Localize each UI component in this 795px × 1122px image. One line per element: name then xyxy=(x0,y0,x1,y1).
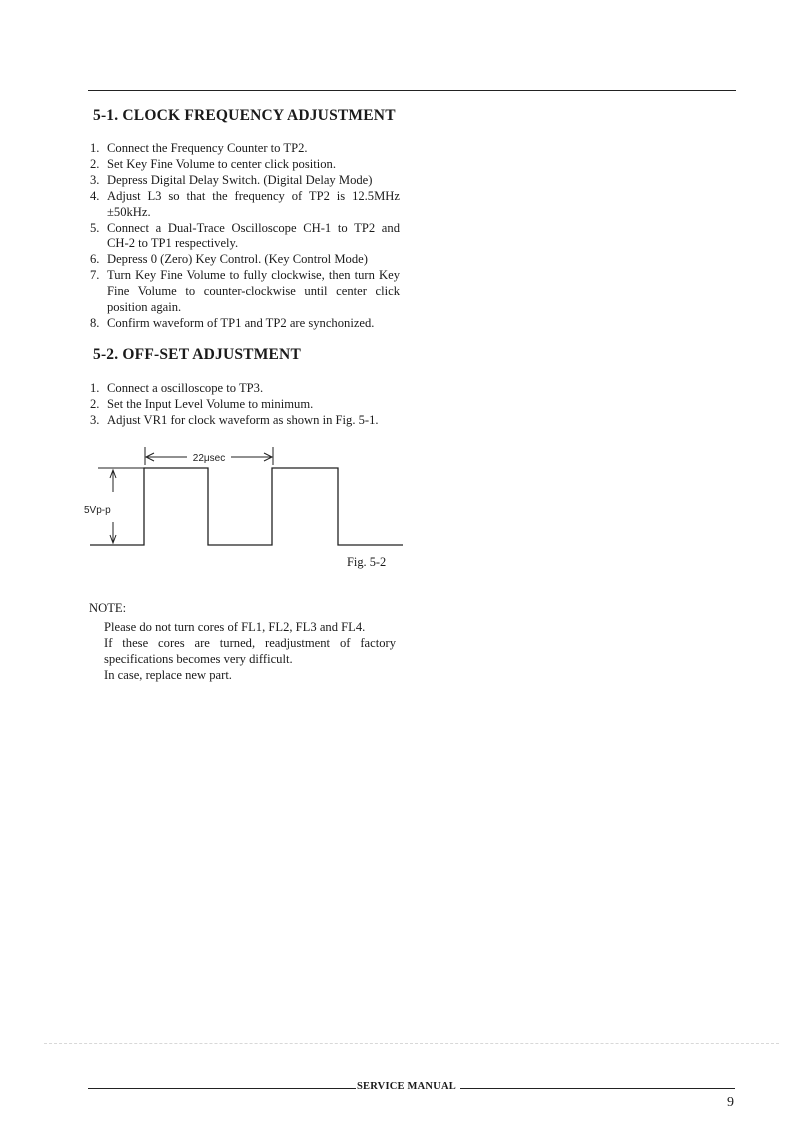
amplitude-label: 5Vp-p xyxy=(84,505,111,516)
note-line: In case, replace new part. xyxy=(104,667,232,682)
offset-adjustment-steps xyxy=(90,381,400,429)
list-item: 4. Adjust L3 so that the frequency of TP2 is 12.5MHz ±50kHz. xyxy=(90,188,400,219)
page-number: 9 xyxy=(727,1095,734,1110)
footer-label: SERVICE MANUAL xyxy=(357,1081,456,1092)
list-item: 5. Connect a Dual-Trace Oscilloscope CH-1 to TP2 and CH-2 to TP1 respectively. xyxy=(90,220,400,251)
scan-artifact-dashed-line xyxy=(44,1043,779,1044)
list-item: 2. Set the Input Level Volume to minimum. xyxy=(90,396,314,411)
note-line: If these cores are turned, readjustment of factory specifications becomes very difficult. xyxy=(104,635,396,666)
clock-waveform-figure xyxy=(80,440,410,555)
list-item: 3. Depress Digital Delay Switch. (Digital Delay Mode) xyxy=(90,172,373,187)
period-label: 22μsec xyxy=(192,453,226,464)
section-heading-offset: 5-2. OFF-SET ADJUSTMENT xyxy=(93,346,301,363)
footer-rule-left xyxy=(88,1088,356,1089)
note-line: Please do not turn cores of FL1, FL2, FL3 and FL4. xyxy=(104,620,366,634)
list-item: 1. Connect the Frequency Counter to TP2. xyxy=(90,141,308,155)
note-body xyxy=(104,620,396,684)
clock-adjustment-steps xyxy=(90,141,400,332)
top-rule xyxy=(88,90,736,91)
list-item: 2. Set Key Fine Volume to center click position. xyxy=(90,156,336,171)
figure-caption: Fig. 5-2 xyxy=(347,555,387,569)
footer-rule-right xyxy=(460,1088,735,1089)
list-item: 1. Connect a oscilloscope to TP3. xyxy=(90,381,264,395)
section-heading-clock-frequency: 5-1. CLOCK FREQUENCY ADJUSTMENT xyxy=(93,107,396,124)
square-wave xyxy=(90,468,403,545)
list-item: 7. Turn Key Fine Volume to fully clockwise, then turn Key Fine Volume to counter-clockwise until center click position again. xyxy=(90,268,400,315)
note-title: NOTE: xyxy=(89,601,127,615)
list-item: 6. Depress 0 (Zero) Key Control. (Key Control Mode) xyxy=(90,252,368,267)
list-item: 8. Confirm waveform of TP1 and TP2 are synchonized. xyxy=(90,315,375,330)
list-item: 3. Adjust VR1 for clock waveform as shown in Fig. 5-1. xyxy=(90,412,379,427)
